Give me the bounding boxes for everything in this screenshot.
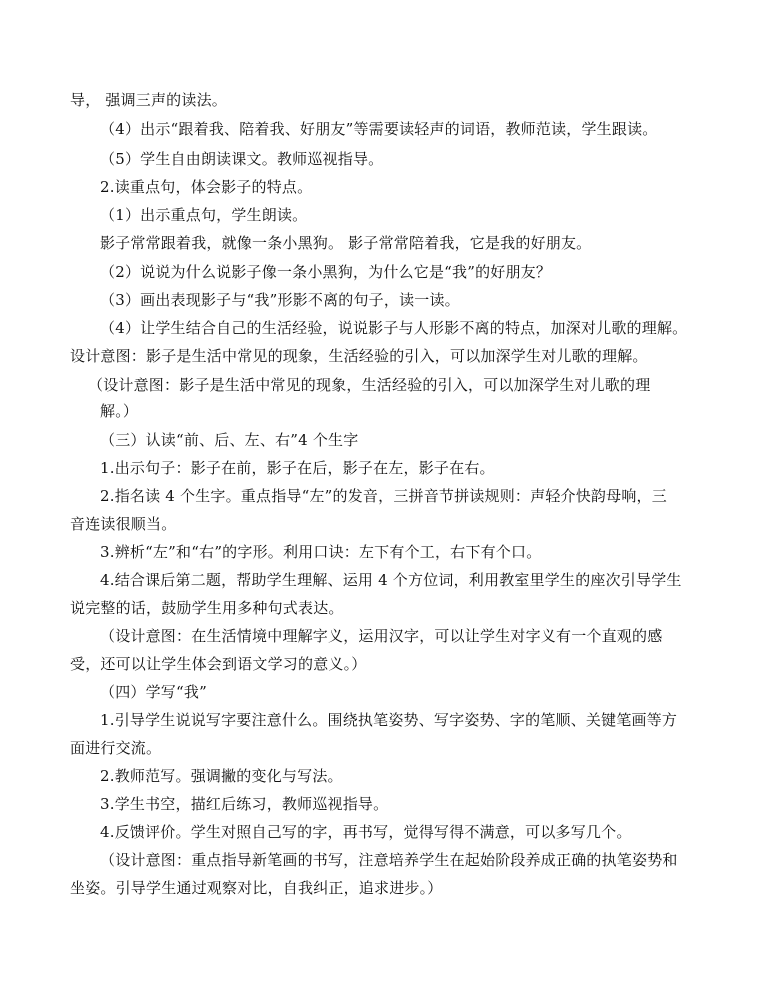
text-line: 1.出示句子：影子在前，影子在后，影子在左，影子在右。 (100, 459, 495, 477)
text-line: 影子常常跟着我，就像一条小黑狗。 影子常常陪着我，它是我的好朋友。 (100, 234, 592, 252)
text-line: 4.结合课后第二题，帮助学生理解、运用 4 个方位词，利用教室里学生的座次引导学生 (100, 571, 682, 589)
text-line: （4）让学生结合自己的生活经验，说说影子与人形影不离的特点，加深对儿歌的理解。 (100, 319, 688, 337)
text-line: （设计意图：重点指导新笔画的书写，注意培养学生在起始阶段养成正确的执笔姿势和 (100, 851, 678, 869)
text-line: 4.反馈评价。学生对照自己写的字，再书写，觉得写得不满意，可以多写几个。 (100, 823, 632, 841)
text-line: 说完整的话，鼓励学生用多种句式表达。 (70, 599, 344, 617)
text-line: 导， 强调三声的读法。 (70, 91, 227, 109)
text-line: 2.读重点句，体会影子的特点。 (100, 178, 313, 196)
text-line: 2.教师范写。强调撇的变化与写法。 (100, 767, 343, 785)
text-line: 受，还可以让学生体会到语文学习的意义。） (70, 655, 367, 673)
text-line: 音连读很顺当。 (70, 515, 177, 533)
text-line: 设计意图：影子是生活中常见的现象，生活经验的引入，可以加深学生对儿歌的理解。 (70, 347, 648, 365)
text-line: 面进行交流。 (70, 739, 162, 757)
text-line: （2）说说为什么说影子像一条小黑狗，为什么它是“我”的好朋友？ (100, 263, 552, 281)
text-line: （四）学写“我” (100, 683, 207, 701)
text-line: 3.辨析“左”和“右”的字形。利用口诀：左下有个工，右下有个口。 (100, 543, 542, 561)
text-line: （4）出示“跟着我、陪着我、好朋友”等需要读轻声的词语，教师范读，学生跟读。 (100, 120, 658, 138)
text-line: （5）学生自由朗读课文。教师巡视指导。 (100, 150, 384, 168)
text-line: 2.指名读 4 个生字。重点指导“左”的发音，三拼音节拼读规则：声轻介快韵母响，三 (100, 487, 667, 505)
text-line: （设计意图：影子是生活中常见的现象，生活经验的引入，可以加深学生对儿歌的理 (88, 376, 651, 394)
text-line: （3）画出表现影子与“我”形影不离的句子，读一读。 (100, 291, 460, 309)
text-line: 1.引导学生说说写字要注意什么。围绕执笔姿势、写字姿势、字的笔顺、关键笔画等方 (100, 711, 678, 729)
text-line: 坐姿。引导学生通过观察对比，自我纠正，追求进步。） (70, 879, 443, 897)
text-line: （设计意图：在生活情境中理解字义，运用汉字，可以让学生对字义有一个直观的感 (100, 627, 663, 645)
text-line: （三）认读“前、后、左、右”4 个生字 (100, 431, 359, 449)
text-line: （1）出示重点句，学生朗读。 (100, 206, 308, 224)
text-line: 3.学生书空，描红后练习，教师巡视指导。 (100, 795, 389, 813)
text-line: 解。） (100, 402, 139, 420)
